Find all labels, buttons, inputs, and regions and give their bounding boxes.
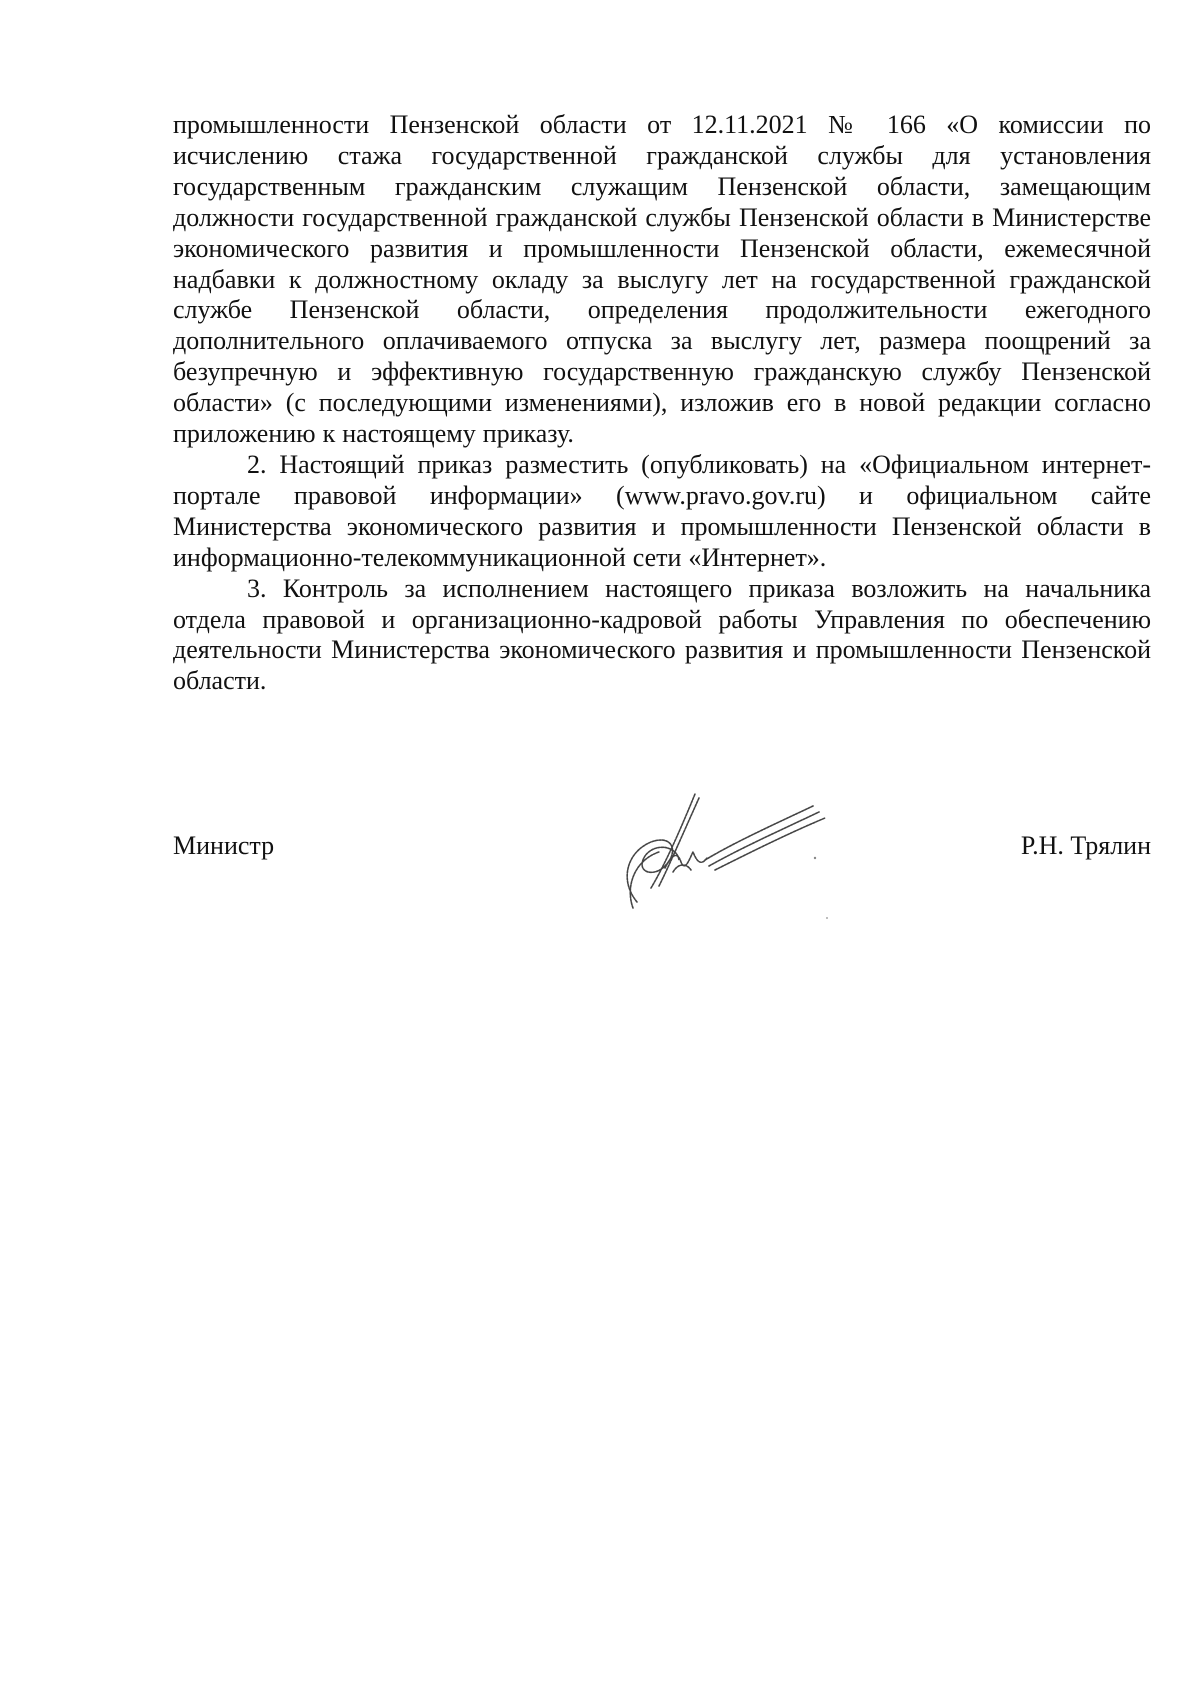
document-body xyxy=(173,110,1151,697)
signer-position: Министр xyxy=(173,831,275,860)
paragraph-3-control: 3. Контроль за исполнением настоящего приказа возложить на начальника отдела правовой и организационно-кадровой работы Управления по обеспечению деятельности Министерства экономического развития и промышленности Пензенской области. xyxy=(173,573,1151,696)
paragraph-2-publication: 2. Настоящий приказ разместить (опубликовать) на «Официальном интернет-портале правовой информации» (www.pravo.gov.ru) и официальном сайте Министерства экономического развития и промышленности Пензенской области в информационно-телекоммуникационной сети «Интернет». xyxy=(173,449,1151,572)
handwritten-signature xyxy=(615,790,830,920)
signer-name: Р.Н. Трялин xyxy=(1020,831,1151,860)
paragraph-continuation: промышленности Пензенской области от 12.11.2021 № 166 «О комиссии по исчислению стажа государственной гражданской службы для установления государственным гражданским служащим Пензенской области, замещающим должности государственной гражданской службы Пензенской области в Министерстве экономического развития и промышленности Пензенской области, ежемесячной надбавки к должностному окладу за выслугу лет на государственной гражданской службе Пензенской области, определения продолжительности ежегодного дополнительного оплачиваемого отпуска за выслугу лет, размера поощрений за безупречную и эффективную государственную гражданскую службу Пензенской области» (с последующими изменениями), изложив его в новой редакции согласно приложению к настоящему приказу. xyxy=(173,110,1151,449)
